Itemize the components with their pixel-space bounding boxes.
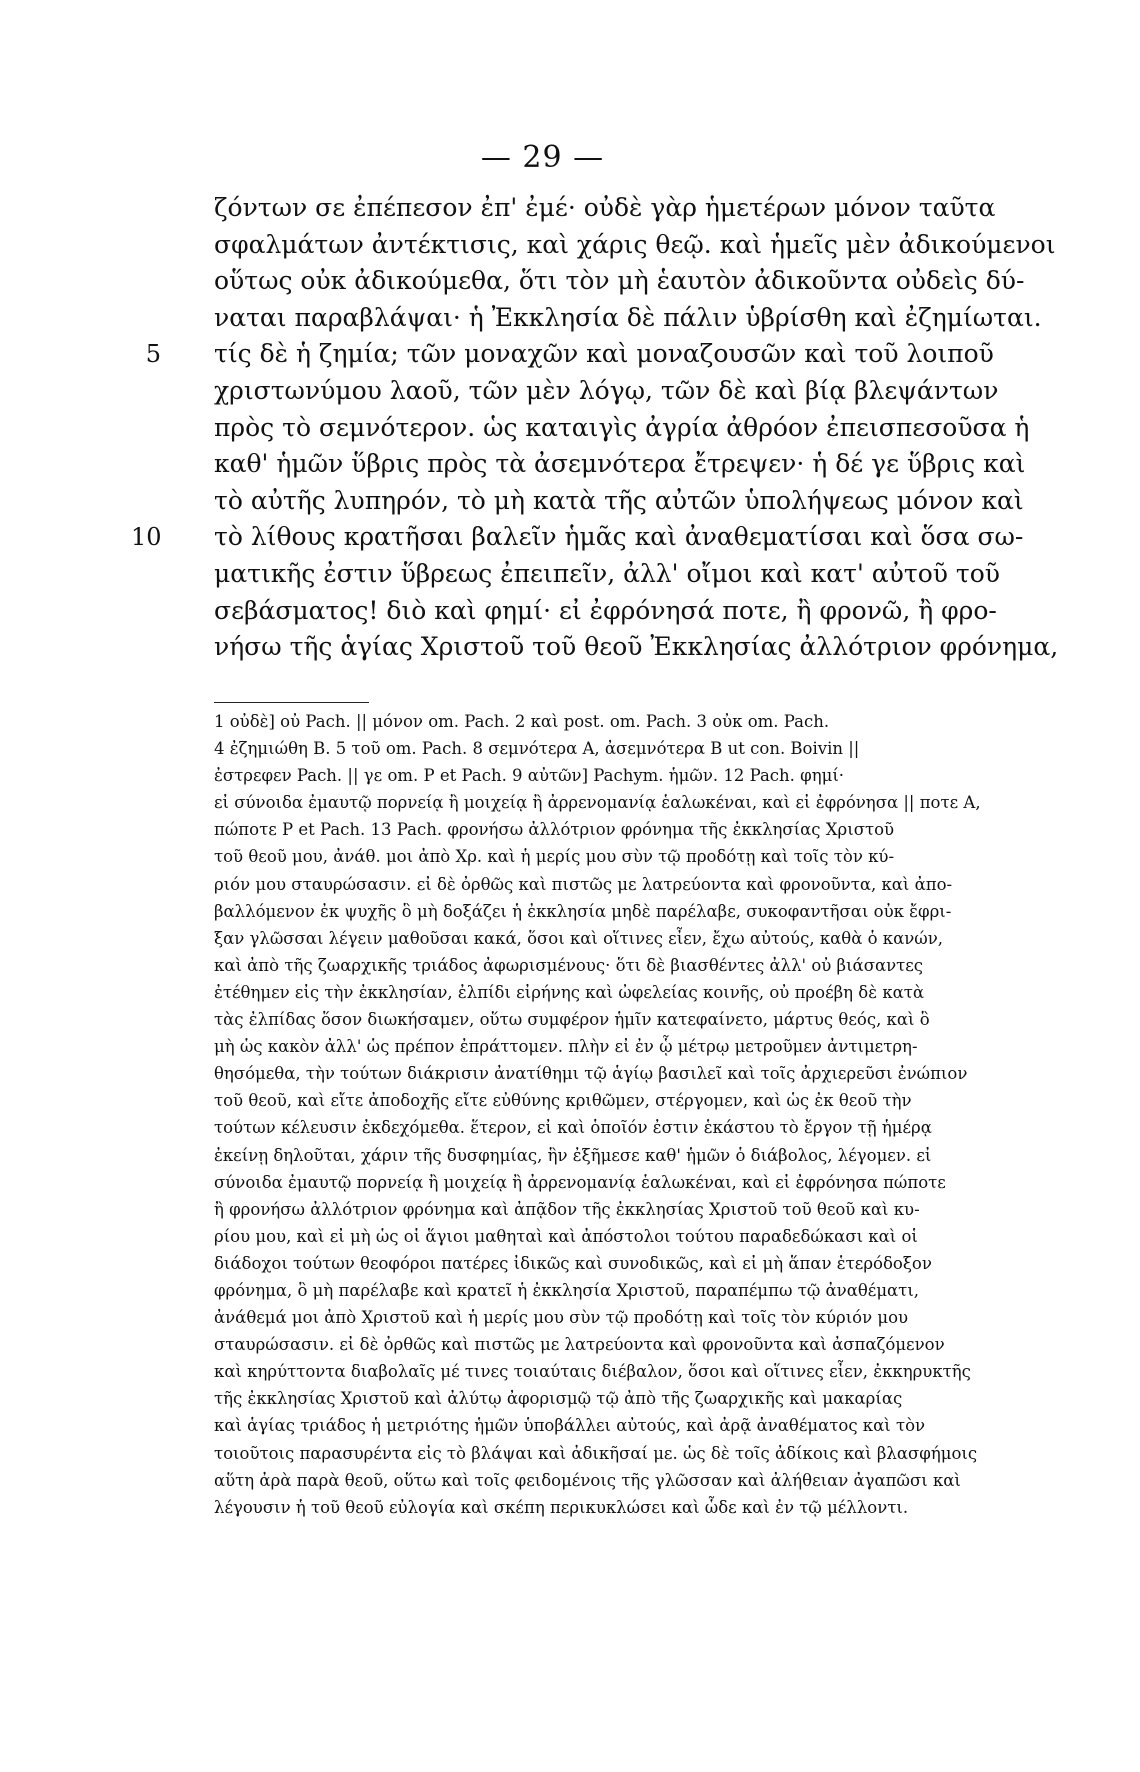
apparatus-line: θησόμεθα, τὴν τούτων διάκρισιν ἀνατίθημι τῷ ἁγίῳ βασιλεῖ καὶ τοῖς ἀρχιερεῦσι ἐνώπιον xyxy=(214,1064,968,1084)
line-text: σεβάσματος! διὸ καὶ φημί· εἰ ἐφρόνησά ποτε, ἢ φρονῶ, ἢ φρο- xyxy=(214,595,997,625)
line-text: τὸ λίθους κρατῆσαι βαλεῖν ἡμᾶς καὶ ἀναθεματίσαι καὶ ὅσα σω- xyxy=(214,522,1024,552)
apparatus-line: βαλλόμενον ἐκ ψυχῆς ὃ μὴ δοξάζει ἡ ἐκκλησία μηδὲ παρέλαβε, συκοφαντῆσαι οὐκ ἔφρι- xyxy=(214,901,952,921)
apparatus-line: ριόν μου σταυρώσασιν. εἰ δὲ ὀρθῶς καὶ πιστῶς με λατρεύοντα καὶ φρονοῦντα, καὶ ἀπο- xyxy=(214,874,953,894)
apparatus-line: ρίου μου, καὶ εἰ μὴ ὡς οἱ ἅγιοι μαθηταὶ καὶ ἀπόστολοι τούτου παραδεδώκασι καὶ οἱ xyxy=(214,1226,918,1246)
apparatus-line: ἐτέθημεν εἰς τὴν ἐκκλησίαν, ἐλπίδι εἰρήνης καὶ ὠφελείας κοινῆς, οὐ προέβη δὲ κατὰ xyxy=(214,982,925,1002)
line-text: νήσω τῆς ἁγίας Χριστοῦ τοῦ θεοῦ Ἐκκλησίας ἀλλότριον φρόνημα, xyxy=(214,632,1059,662)
apparatus-line: ἐκείνῃ δηλοῦται, χάριν τῆς δυσφημίας, ἣν ἐξῆμεσε καθ' ἡμῶν ὁ διάβολος, λέγομεν. εἰ xyxy=(214,1145,932,1165)
text-line xyxy=(214,629,1059,666)
apparatus-line: τοῦ θεοῦ μου, ἀνάθ. μοι ἀπὸ Χρ. καὶ ἡ μερίς μου σὺν τῷ προδότῃ καὶ τοῖς τὸν κύ- xyxy=(214,847,895,867)
text-line xyxy=(214,446,1026,483)
apparatus-line: ξαν γλῶσσαι λέγειν μαθοῦσαι κακά, ὅσοι καὶ οἵτινες εἶεν, ἔχω αὐτούς, καθὰ ὁ κανών, xyxy=(214,928,943,948)
line-number: 5 xyxy=(145,340,161,369)
main-text xyxy=(131,190,1059,666)
apparatus-line: 1 οὐδὲ] οὐ Pach. || μόνον om. Pach. 2 καὶ post. om. Pach. 3 οὐκ om. Pach. xyxy=(214,712,830,731)
apparatus-line: σύνοιδα ἐμαυτῷ πορνείᾳ ἢ μοιχείᾳ ἢ ἀρρενομανίᾳ ἑαλωκέναι, καὶ εἰ ἐφρόνησα πώποτε xyxy=(214,1172,946,1192)
apparatus-line: φρόνημα, ὃ μὴ παρέλαβε καὶ κρατεῖ ἡ ἐκκλησία Χριστοῦ, παραπέμπω τῷ ἀναθέματι, xyxy=(214,1280,920,1300)
apparatus-line: πώποτε P et Pach. 13 Pach. φρονήσω ἀλλότριον φρόνημα τῆς ἐκκλησίας Χριστοῦ xyxy=(214,820,895,840)
text-line xyxy=(214,556,1000,593)
page-number: — 29 — xyxy=(480,140,605,175)
apparatus-line: σταυρώσασιν. εἰ δὲ ὀρθῶς καὶ πιστῶς με λατρεύοντα καὶ φρονοῦντα καὶ ἀσπαζόμενον xyxy=(214,1335,945,1355)
line-text: πρὸς τὸ σεμνότερον. ὡς καταιγὶς ἀγρία ἀθρόον ἐπεισπεσοῦσα ἡ xyxy=(214,412,1030,442)
text-line xyxy=(214,593,997,630)
apparatus-line: τὰς ἐλπίδας ὅσον διωκήσαμεν, οὕτω συμφέρον ἡμῖν κατεφαίνετο, μάρτυς θεός, καὶ ὃ xyxy=(214,1010,930,1030)
apparatus-line: ἀνάθεμά μοι ἀπὸ Χριστοῦ καὶ ἡ μερίς μου σὺν τῷ προδότῃ καὶ τοῖς τὸν κύριόν μου xyxy=(214,1308,909,1328)
text-line xyxy=(214,190,996,227)
apparatus-line: τοῦ θεοῦ, καὶ εἴτε ἀποδοχῆς εἴτε εὐθύνης κριθῶμεν, στέργομεν, καὶ ὡς ἐκ θεοῦ τὴν xyxy=(214,1091,912,1111)
apparatus-line: ἢ φρονήσω ἀλλότριον φρόνημα καὶ ἀπᾷδον τῆς ἐκκλησίας Χριστοῦ τοῦ θεοῦ καὶ κυ- xyxy=(214,1199,920,1219)
text-line xyxy=(214,410,1030,447)
text-line xyxy=(131,519,1024,556)
text-line xyxy=(145,336,994,373)
footnote-rule xyxy=(214,702,369,703)
line-text: τὸ αὐτῆς λυπηρόν, τὸ μὴ κατὰ τῆς αὐτῶν ὑπολήψεως μόνον καὶ xyxy=(214,485,1024,515)
text-line xyxy=(214,300,1042,337)
apparatus-line: λέγουσιν ἡ τοῦ θεοῦ εὐλογία καὶ σκέπη περικυκλώσει καὶ ὧδε καὶ ἐν τῷ μέλλοντι. xyxy=(214,1497,909,1517)
apparatus-line: εἰ σύνοιδα ἐμαυτῷ πορνείᾳ ἢ μοιχείᾳ ἢ ἀρρενομανίᾳ ἑαλωκέναι, καὶ εἰ ἐφρόνησα || ποτε A, xyxy=(214,793,981,813)
apparatus-line: μὴ ὡς κακὸν ἀλλ' ὡς πρέπον ἐπράττομεν. πλὴν εἰ ἐν ᾧ μέτρῳ μετροῦμεν ἀντιμετρη- xyxy=(214,1037,918,1057)
apparatus-line: 4 ἐζημιώθη B. 5 τοῦ om. Pach. 8 σεμνότερα A, ἀσεμνότερα B ut con. Boivin || xyxy=(214,739,860,759)
text-line xyxy=(214,263,1025,300)
apparatus-line: τῆς ἐκκλησίας Χριστοῦ καὶ ἀλύτῳ ἀφορισμῷ τῷ ἀπὸ τῆς ζωαρχικῆς καὶ μακαρίας xyxy=(214,1389,903,1409)
text-line xyxy=(214,373,999,410)
line-text: σφαλμάτων ἀντέκτισις, καὶ χάρις θεῷ. καὶ ἡμεῖς μὲν ἀδικούμενοι xyxy=(214,229,1056,259)
line-text: ζόντων σε ἐπέπεσον ἐπ' ἐμέ· οὐδὲ γὰρ ἡμετέρων μόνον ταῦτα xyxy=(214,193,996,222)
apparatus-line: τοιοῦτοις παρασυρέντα εἰς τὸ βλάψαι καὶ ἀδικῆσαί με. ὡς δὲ τοῖς ἀδίκοις καὶ βλασφήμοις xyxy=(214,1443,978,1463)
apparatus-line: καὶ ἁγίας τριάδος ἡ μετριότης ἡμῶν ὑποβάλλει αὐτούς, καὶ ἀρᾷ ἀναθέματος καὶ τὸν xyxy=(214,1416,926,1436)
line-text: καθ' ἡμῶν ὕβρις πρὸς τὰ ἀσεμνότερα ἔτρεψεν· ἡ δέ γε ὕβρις καὶ xyxy=(214,449,1026,479)
text-line xyxy=(214,483,1024,520)
apparatus-line: διάδοχοι τούτων θεοφόροι πατέρες ἰδικῶς καὶ συνοδικῶς, καὶ εἰ μὴ ἅπαν ἑτερόδοξον xyxy=(214,1253,932,1273)
apparatus-line: καὶ κηρύττοντα διαβολαῖς μέ τινες τοιαύταις διέβαλον, ὅσοι καὶ οἵτινες εἶεν, ἐκκηρυκτῆς xyxy=(214,1362,971,1382)
line-text: τίς δὲ ἡ ζημία; τῶν μοναχῶν καὶ μοναζουσῶν καὶ τοῦ λοιποῦ xyxy=(214,339,994,369)
apparatus-line: αὕτη ἀρὰ παρὰ θεοῦ, οὕτω καὶ τοῖς φειδομένοις τῆς γλῶσσαν καὶ ἀλήθειαν ἀγαπῶσι καὶ xyxy=(214,1470,961,1490)
line-number: 10 xyxy=(131,523,162,552)
text-line xyxy=(214,227,1056,264)
apparatus-line: καὶ ἀπὸ τῆς ζωαρχικῆς τριάδος ἀφωρισμένους· ὅτι δὲ βιασθέντες ἀλλ' οὐ βιάσαντες xyxy=(214,955,924,975)
line-text: χριστωνύμου λαοῦ, τῶν μὲν λόγῳ, τῶν δὲ καὶ βίᾳ βλεψάντων xyxy=(214,375,999,405)
apparatus-line: ἐστρεφεν Pach. || γε om. P et Pach. 9 αὐτῶν] Pachym. ἡμῶν. 12 Pach. φημί· xyxy=(214,766,845,786)
line-text: ναται παραβλάψαι· ἡ Ἐκκλησία δὲ πάλιν ὑβρίσθη καὶ ἐζημίωται. xyxy=(214,302,1042,332)
apparatus-line: τούτων κέλευσιν ἐκδεχόμεθα. ἕτερον, εἰ καὶ ὁποῖόν ἐστιν ἑκάστου τὸ ἔργον τῇ ἡμέρᾳ xyxy=(214,1118,932,1138)
line-text: οὕτως οὐκ ἀδικούμεθα, ὅτι τὸν μὴ ἑαυτὸν ἀδικοῦντα οὐδεὶς δύ- xyxy=(214,266,1025,296)
line-text: ματικῆς ἐστιν ὕβρεως ἐπειπεῖν, ἀλλ' οἴμοι καὶ κατ' αὐτοῦ τοῦ xyxy=(214,558,1000,588)
critical-apparatus xyxy=(214,708,981,1521)
